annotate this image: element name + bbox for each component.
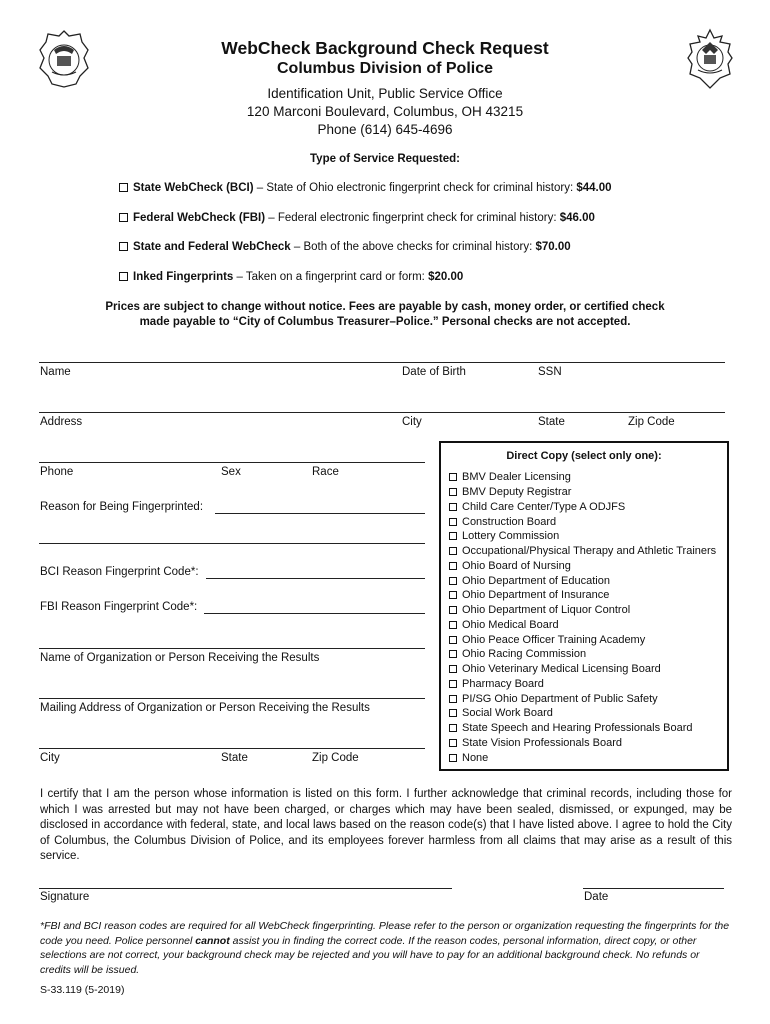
org-name-input-line[interactable]: [39, 648, 425, 649]
direct-copy-option[interactable]: [449, 588, 716, 603]
direct-copy-option-label: BMV Dealer Licensing: [462, 471, 571, 484]
footnote-part-1: *FBI and BCI reason codes are required for all WebCheck fingerprinting. Please refer to the person or organization requesting the fingerprints for the code you need. Police personnel: [40, 920, 730, 947]
direct-copy-option[interactable]: [449, 573, 716, 588]
direct-copy-option-label: State Speech and Hearing Professionals Board: [462, 722, 693, 735]
address-input-line[interactable]: [39, 412, 725, 413]
checkbox[interactable]: [449, 606, 457, 614]
mailing-input-line[interactable]: [39, 698, 425, 699]
checkbox[interactable]: [449, 518, 457, 526]
direct-copy-option[interactable]: [449, 647, 716, 662]
direct-copy-box: [439, 441, 729, 771]
checkbox[interactable]: [449, 503, 457, 511]
checkbox[interactable]: [449, 650, 457, 658]
bci-code-label: BCI Reason Fingerprint Code*:: [40, 566, 199, 578]
direct-copy-option-label: Ohio Veterinary Medical Licensing Board: [462, 663, 661, 676]
checkbox[interactable]: [119, 272, 128, 281]
checkbox[interactable]: [449, 532, 457, 540]
org-state-label: State: [221, 752, 248, 764]
checkbox[interactable]: [449, 709, 457, 717]
direct-copy-option-label: Construction Board: [462, 515, 557, 528]
option-name: Federal WebCheck (FBI): [133, 212, 266, 224]
direct-copy-option[interactable]: [449, 721, 716, 736]
direct-copy-option[interactable]: [449, 706, 716, 721]
direct-copy-title: Direct Copy (select only one):: [506, 450, 662, 462]
form-title: WebCheck Background Check Request: [221, 38, 549, 58]
checkbox[interactable]: [449, 562, 457, 570]
org-city-label: City: [40, 752, 60, 764]
direct-copy-option[interactable]: [449, 470, 716, 485]
option-price: $20.00: [428, 271, 464, 283]
date-input-line[interactable]: [583, 888, 724, 889]
checkbox[interactable]: [449, 547, 457, 555]
phone-input-line[interactable]: [39, 462, 425, 463]
reason-input-line[interactable]: [215, 513, 425, 514]
direct-copy-option[interactable]: [449, 750, 716, 765]
direct-copy-option[interactable]: [449, 603, 716, 618]
direct-copy-option-label: Child Care Center/Type A ODJFS: [462, 500, 626, 513]
direct-copy-list: [449, 470, 716, 765]
direct-copy-option[interactable]: [449, 559, 716, 574]
phone-label: Phone: [40, 466, 74, 478]
checkbox[interactable]: [119, 183, 128, 192]
certification-text: I certify that I am the person whose information is listed on this form. I further acknowledge that criminal records, including those for which I was arrested but may not have been charged, or charges which may have been sealed, dismissed, or expunged, may be disclosed in accordance with federal, state, and local laws based on the reason code(s) that I have listed above. I agree to hold the City of Columbus, the Columbus Division of Police, and its employees forever harmless from all claims that may arise as a result of this service.: [40, 788, 732, 862]
direct-copy-option-label: Ohio Board of Nursing: [462, 559, 571, 572]
option-name: State and Federal WebCheck: [133, 241, 291, 253]
checkbox[interactable]: [449, 488, 457, 496]
form-number: S-33.119 (5-2019): [40, 984, 125, 996]
direct-copy-option[interactable]: [449, 500, 716, 515]
footnote: [40, 919, 732, 977]
option-price: $46.00: [559, 212, 595, 224]
ssn-label: SSN: [538, 366, 562, 378]
race-label: Race: [312, 466, 339, 478]
checkbox[interactable]: [449, 665, 457, 673]
direct-copy-option[interactable]: [449, 529, 716, 544]
direct-copy-option-label: State Vision Professionals Board: [462, 736, 622, 749]
direct-copy-option[interactable]: [449, 691, 716, 706]
direct-copy-option-label: Ohio Peace Officer Training Academy: [462, 633, 646, 646]
dob-label: Date of Birth: [402, 366, 466, 378]
option-name: Inked Fingerprints: [133, 271, 234, 283]
checkbox[interactable]: [449, 591, 457, 599]
direct-copy-option-label: Ohio Medical Board: [462, 618, 559, 631]
address-label: Address: [40, 416, 83, 428]
checkbox[interactable]: [449, 636, 457, 644]
org-zip-label: Zip Code: [312, 752, 359, 764]
footnote-emphasis: cannot: [195, 934, 230, 947]
direct-copy-option-label: None: [462, 751, 489, 764]
direct-copy-option[interactable]: [449, 514, 716, 529]
checkbox[interactable]: [449, 680, 457, 688]
direct-copy-option-label: Pharmacy Board: [462, 677, 544, 690]
direct-copy-option[interactable]: [449, 677, 716, 692]
direct-copy-option[interactable]: [449, 618, 716, 633]
direct-copy-option-label: PI/SG Ohio Department of Public Safety: [462, 692, 658, 705]
office-name: Identification Unit, Public Service Office: [267, 86, 503, 101]
state-label: State: [538, 416, 565, 428]
checkbox[interactable]: [449, 754, 457, 762]
checkbox[interactable]: [449, 621, 457, 629]
bci-code-input-line[interactable]: [206, 578, 425, 579]
option-desc: – Federal electronic fingerprint check for criminal history:: [265, 212, 560, 224]
service-option-federal-fbi[interactable]: [119, 212, 595, 224]
direct-copy-option[interactable]: [449, 662, 716, 677]
option-desc: – Taken on a fingerprint card or form:: [233, 271, 429, 283]
checkbox[interactable]: [449, 724, 457, 732]
direct-copy-option-label: Ohio Department of Education: [462, 574, 610, 587]
checkbox[interactable]: [449, 739, 457, 747]
direct-copy-option-label: Lottery Commission: [462, 530, 560, 543]
signature-input-line[interactable]: [39, 888, 452, 889]
checkbox[interactable]: [449, 695, 457, 703]
checkbox[interactable]: [449, 473, 457, 481]
prices-line-1: Prices are subject to change without notice. Fees are payable by cash, money order, or certified check: [105, 301, 665, 313]
direct-copy-option-label: Social Work Board: [462, 707, 553, 720]
org-name-label: Name of Organization or Person Receiving the Results: [40, 652, 320, 664]
signature-label: Signature: [40, 891, 90, 903]
reason-input-line-2[interactable]: [39, 543, 425, 544]
office-address: 120 Marconi Boulevard, Columbus, OH 43215: [246, 104, 524, 119]
prices-notice: [0, 300, 770, 330]
sex-label: Sex: [221, 466, 241, 478]
fbi-code-input-line[interactable]: [204, 613, 425, 614]
org-city-input-line[interactable]: [39, 748, 425, 749]
checkbox[interactable]: [449, 577, 457, 585]
zip-label: Zip Code: [628, 416, 675, 428]
service-heading: Type of Service Requested:: [310, 153, 460, 165]
direct-copy-option[interactable]: [449, 544, 716, 559]
city-label: City: [402, 416, 422, 428]
fbi-code-label: FBI Reason Fingerprint Code*:: [40, 601, 198, 613]
service-option-inked-fingerprints[interactable]: [119, 271, 463, 283]
date-label: Date: [584, 891, 609, 903]
direct-copy-option-label: Occupational/Physical Therapy and Athletic Trainers: [462, 545, 717, 558]
direct-copy-option[interactable]: [449, 485, 716, 500]
service-option-state-and-federal[interactable]: [119, 241, 571, 253]
direct-copy-option[interactable]: [449, 736, 716, 751]
option-price: $70.00: [535, 241, 571, 253]
service-option-state-bci[interactable]: [119, 182, 612, 194]
checkbox[interactable]: [119, 242, 128, 251]
option-price: $44.00: [576, 182, 612, 194]
option-desc: – State of Ohio electronic fingerprint check for criminal history:: [253, 182, 577, 194]
direct-copy-option-label: Ohio Racing Commission: [462, 648, 587, 661]
option-name: State WebCheck (BCI): [133, 182, 254, 194]
checkbox[interactable]: [119, 213, 128, 222]
office-phone: Phone (614) 645-4696: [317, 122, 453, 137]
direct-copy-option[interactable]: [449, 632, 716, 647]
prices-line-2: made payable to “City of Columbus Treasurer–Police.” Personal checks are not accepted.: [139, 316, 631, 328]
direct-copy-option-label: Ohio Department of Liquor Control: [462, 604, 631, 617]
reason-label: Reason for Being Fingerprinted:: [40, 501, 204, 513]
name-input-line[interactable]: [39, 362, 725, 363]
footnote-part-2: assist you in finding the correct code. If the reason codes, personal information, direct copy, or other selections are not correct, your background check may be rejected and you will have to pay for an additional background check. No refunds or credits will be issued.: [40, 934, 700, 976]
mailing-label: Mailing Address of Organization or Person Receiving the Results: [40, 702, 370, 714]
option-desc: – Both of the above checks for criminal history:: [290, 241, 536, 253]
direct-copy-option-label: Ohio Department of Insurance: [462, 589, 610, 602]
form-subtitle: Columbus Division of Police: [276, 60, 494, 77]
name-label: Name: [40, 366, 71, 378]
direct-copy-option-label: BMV Deputy Registrar: [462, 486, 572, 499]
